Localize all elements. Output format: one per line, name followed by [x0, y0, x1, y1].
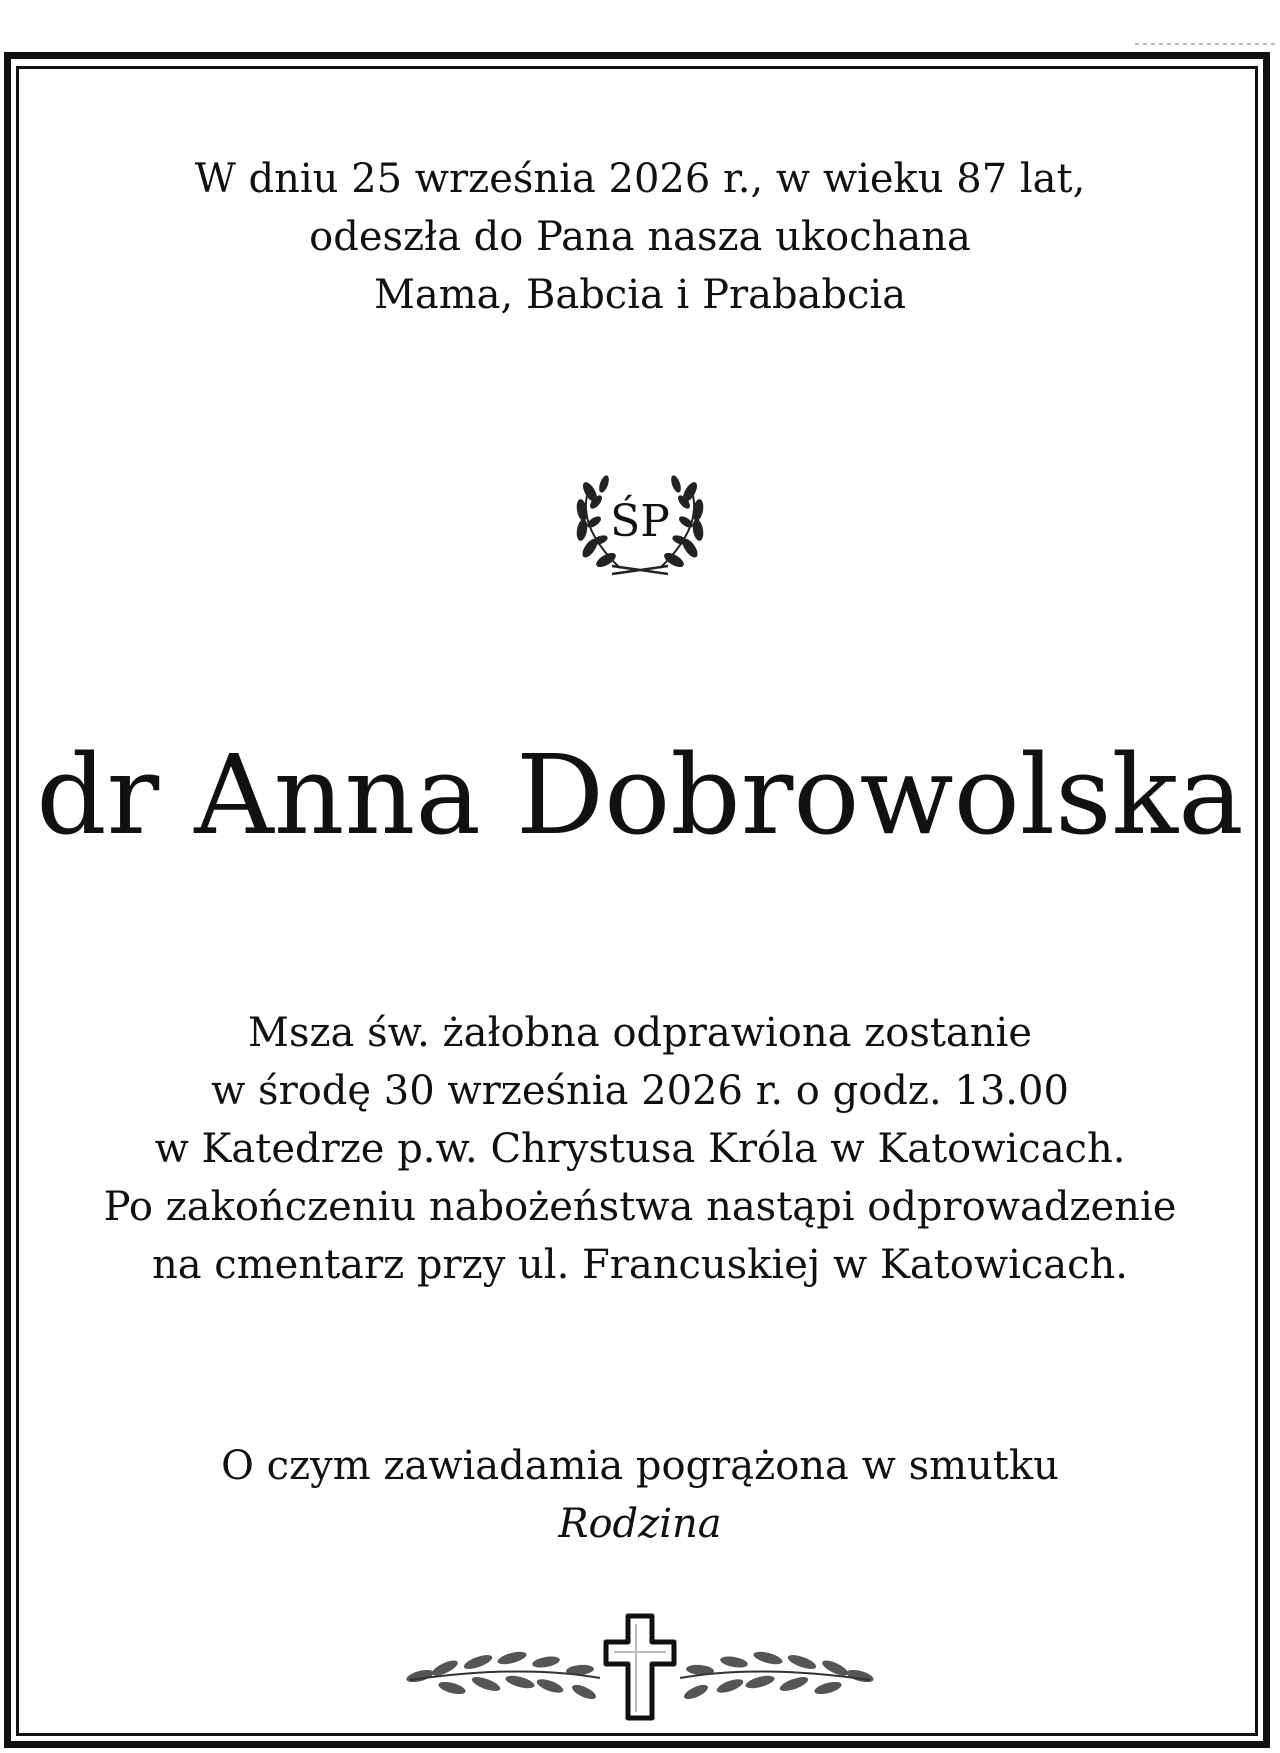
top-edge-mark [1135, 40, 1275, 48]
laurel-wreath-icon [560, 462, 720, 582]
closing-line: O czym zawiadamia pogrążona w smutku [221, 1443, 1059, 1489]
emblem-text: ŚP [610, 496, 670, 547]
cross-with-leaves-icon [400, 1612, 880, 1724]
mass-line: Msza św. żałobna odprawiona zostanie [247, 1010, 1032, 1056]
intro-text [0, 150, 1280, 324]
intro-line: Mama, Babcia i Prababcia [373, 272, 907, 318]
mass-details [0, 1004, 1280, 1294]
closing-text [0, 1437, 1280, 1553]
mass-line: w środę 30 września 2026 r. o godz. 13.00 [211, 1068, 1069, 1114]
signature: Rodzina [558, 1501, 722, 1547]
mass-line: na cmentarz przy ul. Francuskiej w Katowicach. [151, 1242, 1128, 1288]
intro-line: odeszła do Pana nasza ukochana [309, 214, 971, 260]
intro-line: W dniu 25 września 2026 r., w wieku 87 lat, [194, 156, 1086, 202]
deceased-name: dr Anna Dobrowolska [36, 731, 1244, 859]
mass-line: Po zakończeniu nabożeństwa nastąpi odprowadzenie [103, 1184, 1177, 1230]
mass-line: w Katedrze p.w. Chrystusa Króla w Katowicach. [154, 1126, 1126, 1172]
